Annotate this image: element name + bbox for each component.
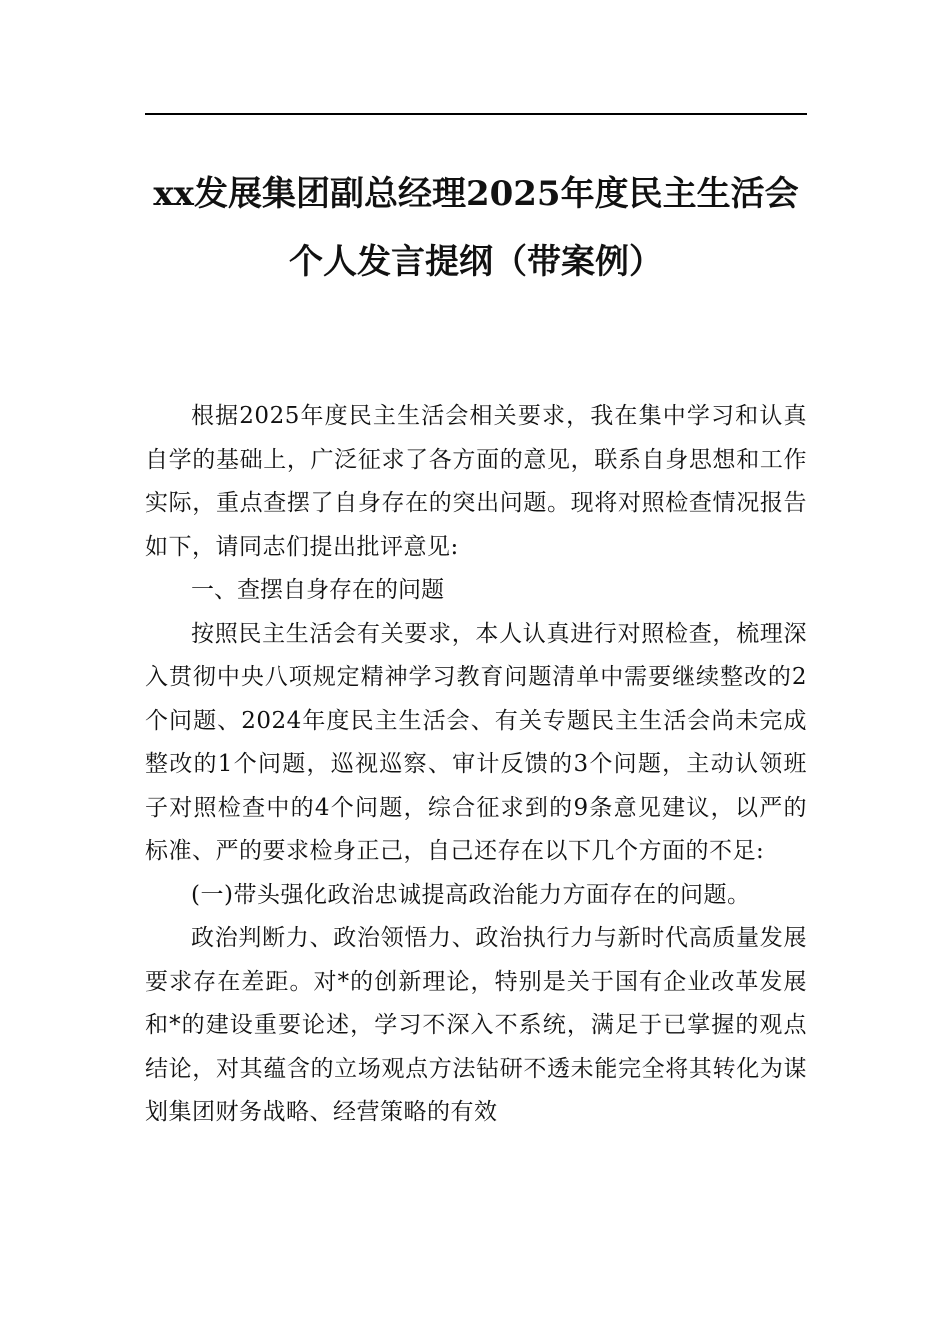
document-title-line-2: 个人发言提纲（带案例） <box>289 242 663 282</box>
document-body <box>145 395 807 1135</box>
section-1-heading: 一、查摆自身存在的问题 <box>191 577 444 603</box>
document-title-line-1: xx发展集团副总经理2025年度民主生活会 <box>153 174 799 214</box>
subsection-1-paragraph: 政治判断力、政治领悟力、政治执行力与新时代高质量发展要求存在差距。对*的创新理论，特别是关于国有企业改革发展和*的建设重要论述，学习不深入不系统，满足于已掌握的观点结论，对其蕴含的立场观点方法钻研不透未能完全将其转化为谋划集团财务战略、经营策略的有效 <box>145 925 807 1125</box>
subsection-1-heading: (一)带头强化政治忠诚提高政治能力方面存在的问题。 <box>191 881 751 908</box>
header-rule <box>145 113 807 115</box>
section-1-paragraph: 按照民主生活会有关要求，本人认真进行对照检查，梳理深入贯彻中央八项规定精神学习教育问题清单中需要继续整改的2个问题、2024年度民主生活会、有关专题民主生活会尚未完成整改的1个问题，巡视巡察、审计反馈的3个问题，主动认领班子对照检查中的4个问题，综合征求到的9条意见建议，以严的标准、严的要求检身正己，自己还存在以下几个方面的不足: <box>145 620 807 864</box>
intro-paragraph: 根据2025年度民主生活会相关要求，我在集中学习和认真自学的基础上，广泛征求了各方面的意见，联系自身思想和工作实际，重点查摆了自身存在的突出问题。现将对照检查情况报告如下，请同志们提出批评意见: <box>145 403 807 560</box>
